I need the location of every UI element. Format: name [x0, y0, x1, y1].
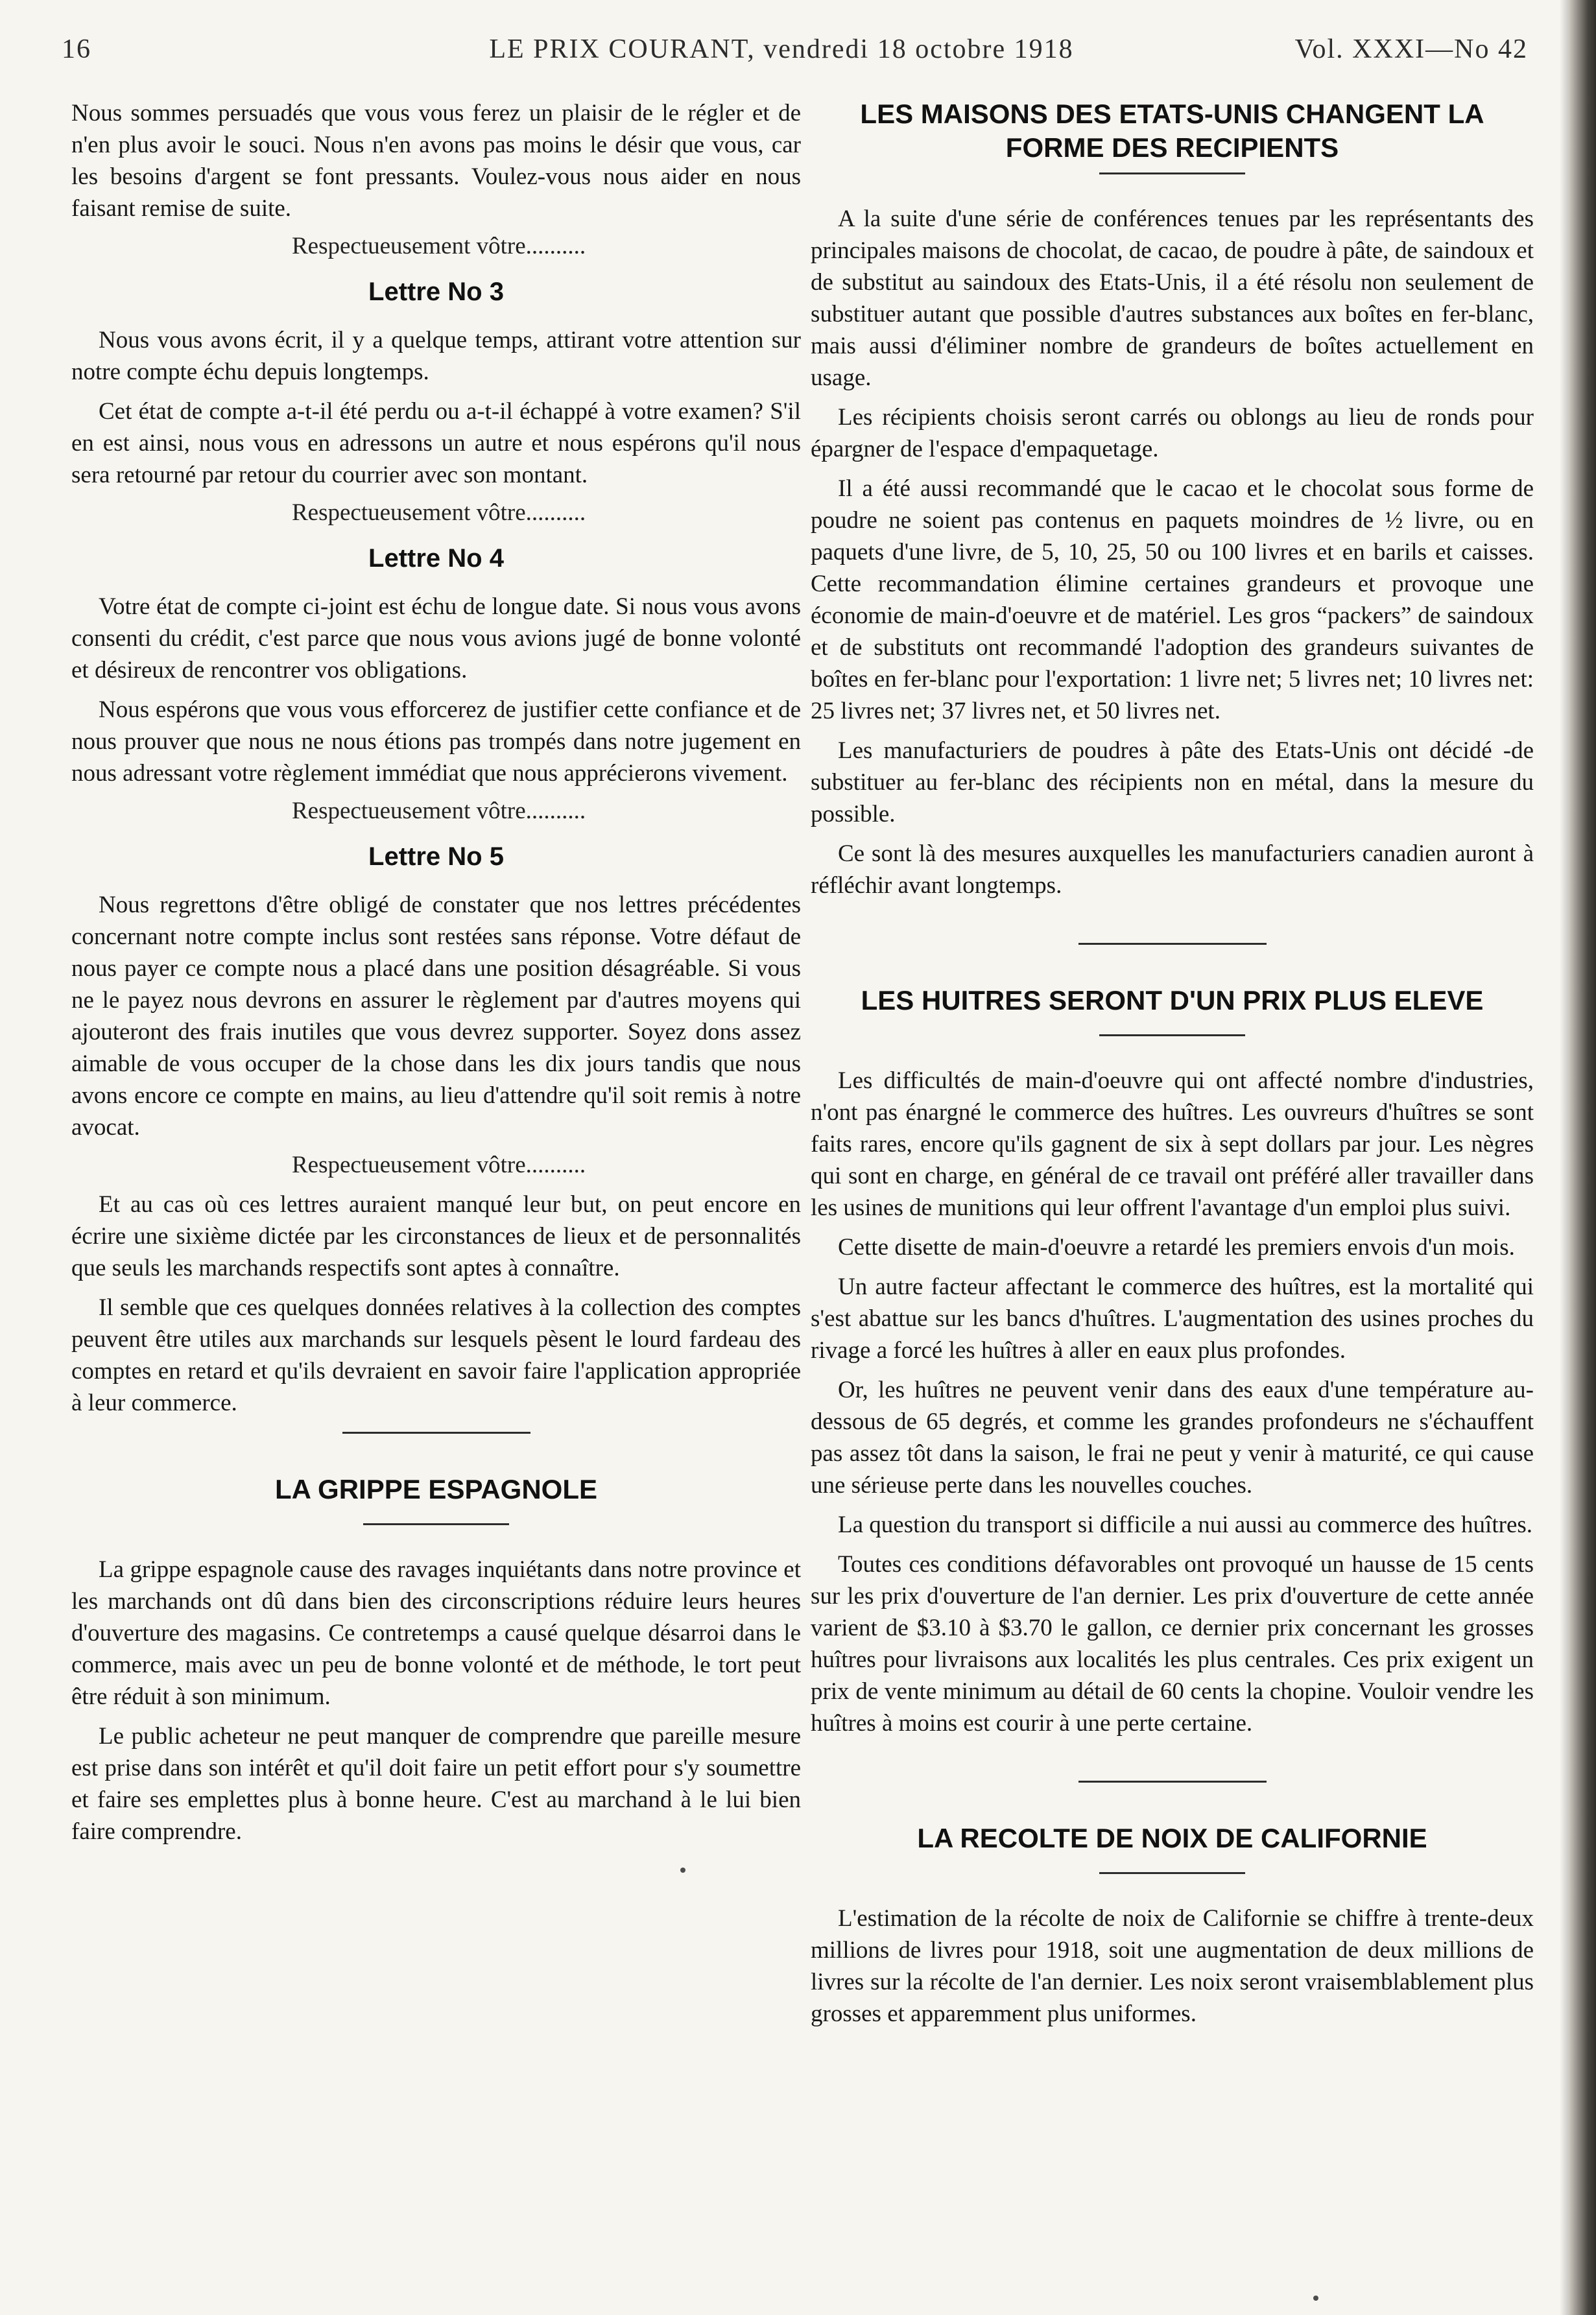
volume-number: Vol. XXXI—No 42 [1294, 34, 1528, 64]
left-column [71, 97, 801, 1847]
signoff-3: Respectueusement vôtre.......... [292, 798, 586, 824]
huitres-headline: LES HUITRES SERONT D'UN PRIX PLUS ELEVE [861, 985, 1484, 1015]
signoff-2: Respectueusement vôtre.......... [292, 499, 586, 526]
letter-4-paragraph-2: Nous espérons que vous vous efforcerez de justifier cette confiance et de nous prouver que nous ne nous étions pas trompés dans notre jugement en nous adressant votre règlement immédiat que nous apprécierons vivement. [71, 696, 801, 787]
signoff-1: Respectueusement vôtre.......... [292, 233, 586, 259]
page-header [62, 34, 1534, 86]
letter-5-paragraph-1: Nous regrettons d'être obligé de constater que nos lettres précédentes concernant notre compte inclus sont restées sans réponse. Votre défaut de nous payer ce compte nous a placé dans une position désagréable. Si vous ne le payez nous devrons en assurer le règlement par d'autres moyens qui ajouteront des frais inutiles que vous devrez supporter. Soyez dons assez aimable de vous occuper de la chose dans les dix jours tandis que nous avons encore ce compte en mains, au lieu d'attendre qu'il soit remis à notre avocat. [71, 892, 801, 1141]
signoff-4: Respectueusement vôtre.......... [292, 1152, 586, 1178]
huitres-paragraph-5: La question du transport si difficile a nui aussi au commerce des huîtres. [838, 1512, 1533, 1538]
huitres-paragraph-2: Cette disette de main-d'oeuvre a retardé les premiers envois d'un mois. [838, 1234, 1515, 1261]
right-column [811, 97, 1534, 2030]
maisons-paragraph-2: Les récipients choisis seront carrés ou oblongs au lieu de ronds pour épargner de l'espace d'empaquetage. [811, 404, 1534, 462]
intro-paragraph: Nous sommes persuadés que vous vous ferez un plaisir de le régler et de n'en plus avoir le souci. Nous n'en avons pas moins le désir que vous, car les besoins d'argent se font pressants. Voulez-vous nous aider en nous faisant remise de suite. [71, 100, 801, 222]
grippe-headline: LA GRIPPE ESPAGNOLE [274, 1474, 598, 1504]
page-number: 16 [62, 34, 91, 64]
ink-speck [680, 1868, 685, 1873]
maisons-headline-line-2: FORME DES RECIPIENTS [1005, 132, 1339, 163]
huitres-paragraph-1: Les difficultés de main-d'oeuvre qui ont affecté nombre d'industries, n'ont pas énargné le commerce des huîtres. Les ouvreurs d'huîtres se sont faits rares, encore qu'ils gagnent de six à sept dollars par jour. Les nègres qui sont en charge, en général de ce travail ont préféré aller travailler dans les usines de munitions qui leur offrent l'avantage d'un emploi plus suivi. [811, 1067, 1534, 1221]
huitres-paragraph-3: Un autre facteur affectant le commerce des huîtres, est la mortalité qui s'est abattue sur les bancs d'huîtres. L'augmentation des usines proches du rivage a forcé les huîtres à aller en eaux plus profondes. [811, 1274, 1534, 1364]
closing-paragraph-1: Et au cas où ces lettres auraient manqué leur but, on peut encore en écrire une sixième dictée par les circonstances de lieux et de personnalités que seuls les marchands respectifs sont aptes à connaître. [71, 1191, 801, 1281]
maisons-headline-line-1: LES MAISONS DES ETATS-UNIS CHANGENT LA [860, 99, 1484, 129]
scan-edge [1569, 0, 1596, 2315]
grippe-paragraph-1: La grippe espagnole cause des ravages inquiétants dans notre province et les marchands ont dû dans bien des circonscriptions réduire leurs heures d'ouverture des magasins. Ce contretemps a causé quelque désarroi dans le commerce, mais avec un peu de bonne volonté et de méthode, le tort peut être réduit à son minimum. [71, 1556, 801, 1710]
grippe-paragraph-2: Le public acheteur ne peut manquer de comprendre que pareille mesure est prise dans son intérêt et qu'il doit faire un petit effort pour s'y soumettre et faire ses emplettes plus à bonne heure. C'est au marchand à le lui bien faire comprendre. [71, 1723, 801, 1845]
letter-3-heading: Lettre No 3 [368, 278, 504, 306]
noix-headline: LA RECOLTE DE NOIX DE CALIFORNIE [917, 1823, 1427, 1853]
ink-speck [1313, 2296, 1318, 2301]
maisons-paragraph-4: Les manufacturiers de poudres à pâte des Etats-Unis ont décidé -de substituer au fer-blanc des récipients non en métal, dans la mesure du possible. [811, 737, 1534, 827]
maisons-paragraph-3: Il a été aussi recommandé que le cacao et le chocolat sous forme de poudre ne soient pas contenus en paquets moindres de ½ livre, ou en paquets d'une livre, de 5, 10, 25, 50 ou 100 livres et en barils et caisses. Cette recommandation élimine certaines grandeurs et provoque une économie de main-d'oeuvre et de matériel. Les gros “packers” de saindoux et de substituts ont recommandé l'adoption des grandeurs suivantes de boîtes en fer-blanc pour l'exportation: 1 livre net; 5 livres net; 10 livres net: 25 livres net; 37 livres net, et 50 livres net. [811, 475, 1534, 724]
letter-4-paragraph-1: Votre état de compte ci-joint est échu de longue date. Si nous vous avons consenti du crédit, c'est parce que nous vous avions jugé de bonne volonté et désireux de rencontrer vos obligations. [71, 593, 801, 683]
letter-5-heading: Lettre No 5 [368, 842, 504, 871]
scan-edge-shadow [1560, 0, 1569, 2315]
maisons-paragraph-5: Ce sont là des mesures auxquelles les manufacturiers canadien auront à réfléchir avant longtemps. [811, 840, 1534, 899]
closing-paragraph-2: Il semble que ces quelques données relatives à la collection des comptes peuvent être utiles aux marchands sur lesquels pèsent le lourd fardeau des comptes en retard et qu'ils devraient en savoir faire l'application appropriée à leur commerce. [71, 1294, 801, 1416]
section-divider-right-2 [1078, 1781, 1267, 1783]
noix-paragraph-1: L'estimation de la récolte de noix de Californie se chiffre à trente-deux millions de livres pour 1918, soit une augmentation de deux millions de livres sur la récolte de l'an dernier. Les noix seront vraisemblablement plus grosses et apparemment plus uniformes. [811, 1905, 1534, 2027]
section-divider-right-1 [1078, 943, 1267, 945]
letter-4-heading: Lettre No 4 [368, 544, 504, 573]
section-divider-left [342, 1432, 530, 1434]
letter-3-paragraph-1: Nous vous avons écrit, il y a quelque temps, attirant votre attention sur notre compte échu depuis longtemps. [71, 327, 801, 385]
huitres-paragraph-6: Toutes ces conditions défavorables ont provoqué un hausse de 15 cents sur les prix d'ouverture de l'an dernier. Les prix d'ouverture de cette année varient de $3.10 à $3.70 le gallon, ce dernier prix concernant les grosses huîtres pour livraisons aux localités les plus centrales. Ces prix exigent un prix de vente minimum au détail de 60 cents la chopine. Vouloir vendre les huîtres à moins est courir à une perte certaine. [811, 1551, 1534, 1737]
huitres-paragraph-4: Or, les huîtres ne peuvent venir dans des eaux d'une température au-dessous de 65 degrés, et comme les grandes profondeurs ne s'échauffent pas assez tôt dans la saison, le frai ne peut y venir à maturité, ce qui cause une sérieuse perte dans les nouvelles couches. [811, 1377, 1534, 1499]
letter-3-paragraph-2: Cet état de compte a-t-il été perdu ou a-t-il échappé à votre examen? S'il en est ainsi, nous vous en adressons un autre et nous espérons qu'il nous sera retourné par retour du courrier avec son montant. [71, 398, 801, 488]
maisons-paragraph-1: A la suite d'une série de conférences tenues par les représentants des principales maisons de chocolat, de cacao, de poudre à pâte, de saindoux et de substitut au saindoux des Etats-Unis, il a été résolu non seulement de substituer autant que possible d'autres substances aux boîtes en fer-blanc, mais aussi d'éliminer nombre de grandeurs de boîtes actuellement en usage. [811, 206, 1534, 391]
newspaper-title: LE PRIX COURANT, vendredi 18 octobre 1918 [489, 34, 1074, 64]
